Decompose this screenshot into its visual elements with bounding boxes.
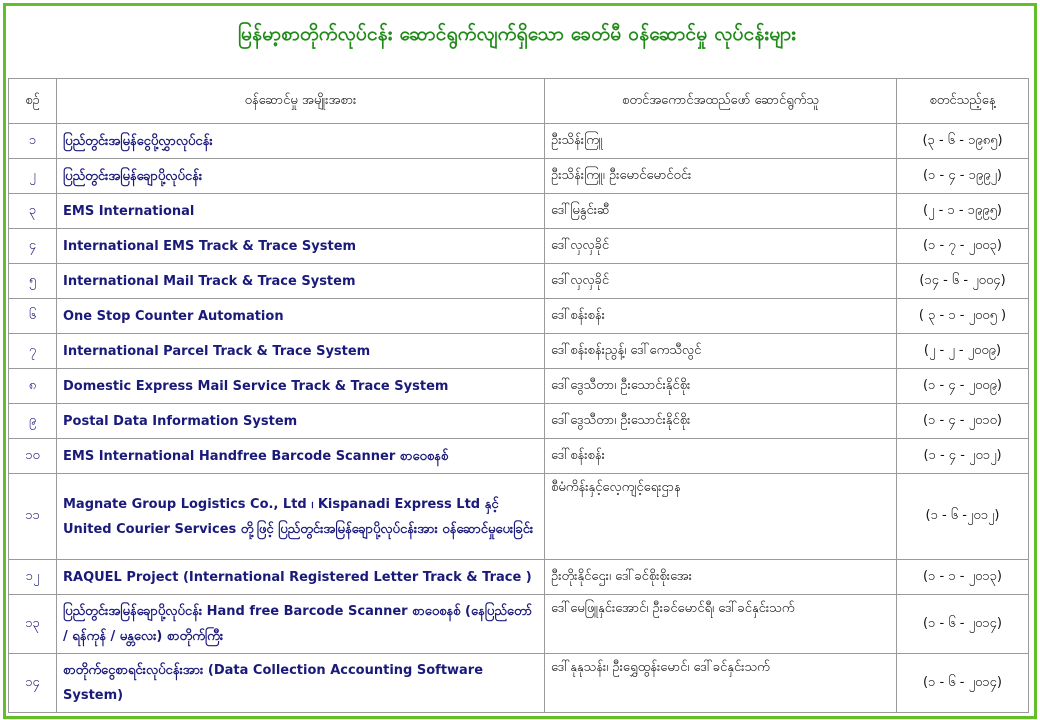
developer-cell: ဒေါ်နုနုသန်း၊ ဦးရွှေထွန်းမောင်၊ ဒေါ်ခင်နှင်းသက် bbox=[545, 654, 897, 713]
header-service-type: ဝန်ဆောင်မှု အမျိုးအစား bbox=[57, 79, 545, 124]
service-type-cell: ပြည်တွင်းအမြန်ချောပို့လုပ်ငန်း Hand free Barcode Scanner စာဝေစနစ် (နေပြည်တော် / ရန်ကုန် / မန္တလေး) စာတိုက်ကြီး bbox=[57, 595, 545, 654]
start-date-cell: (၃ - ၆ - ၁၉၈၅) bbox=[897, 124, 1029, 159]
page-title: မြန်မာ့စာတိုက်လုပ်ငန်း ဆောင်ရွက်လျက်ရှိသော ခေတ်မီ ဝန်ဆောင်မှု လုပ်ငန်းများ bbox=[237, 23, 797, 45]
developer-cell: ဦးတိုးနိုင်ဌေး၊ ဒေါ်ခင်စိုးစိုးအေး bbox=[545, 560, 897, 595]
developer-cell: ဒေါ်စန်းစန်းညွန့်၊ ဒေါ်ကေသီလွင် bbox=[545, 334, 897, 369]
row-number-cell: ၇ bbox=[9, 334, 57, 369]
start-date-cell: (၁ - ၆ -၂၀၁၂) bbox=[897, 474, 1029, 560]
start-date-cell: ( ၃ - ၁ - ၂၀၀၅ ) bbox=[897, 299, 1029, 334]
service-type-cell: International Parcel Track & Trace System bbox=[57, 334, 545, 369]
start-date-cell: (၁ - ၄ - ၂၀၀၉) bbox=[897, 369, 1029, 404]
services-table bbox=[8, 78, 1029, 713]
table-row bbox=[9, 124, 1029, 159]
service-type-cell: International Mail Track & Trace System bbox=[57, 264, 545, 299]
service-type-cell: EMS International bbox=[57, 194, 545, 229]
service-type-cell: Domestic Express Mail Service Track & Trace System bbox=[57, 369, 545, 404]
start-date-cell: (၁ - ၄ - ၂၀၁၀) bbox=[897, 404, 1029, 439]
row-number-cell: ၅ bbox=[9, 264, 57, 299]
row-number-cell: ၃ bbox=[9, 194, 57, 229]
start-date-cell: (၂ - ၂ - ၂၀၀၉) bbox=[897, 334, 1029, 369]
developer-cell: ဒေါ်လှလှခိုင် bbox=[545, 229, 897, 264]
table-row bbox=[9, 229, 1029, 264]
table-row bbox=[9, 654, 1029, 713]
table-row bbox=[9, 334, 1029, 369]
row-number-cell: ၂ bbox=[9, 159, 57, 194]
service-type-cell: ပြည်တွင်းအမြန်ငွေပို့လွှာလုပ်ငန်း bbox=[57, 124, 545, 159]
header-developer: စတင်အကောင်အထည်ဖော် ဆောင်ရွက်သူ bbox=[545, 79, 897, 124]
header-no: စဉ် bbox=[9, 79, 57, 124]
start-date-cell: (၁ - ၄ - ၂၀၁၂) bbox=[897, 439, 1029, 474]
row-number-cell: ၁ bbox=[9, 124, 57, 159]
service-type-cell: ပြည်တွင်းအမြန်ချောပို့လုပ်ငန်း bbox=[57, 159, 545, 194]
service-type-cell: Magnate Group Logistics Co., Ltd ၊ Kispanadi Express Ltd နှင့် United Courier Services တို့ဖြင့် ပြည်တွင်းအမြန်ချောပို့လုပ်ငန်းအား ဝန်ဆောင်မှုပေးခြင်း bbox=[57, 474, 545, 560]
developer-cell: ဒေါ်ဒွေသီတာ၊ ဦးသောင်းနိုင်စိုး bbox=[545, 369, 897, 404]
developer-cell: ဒေါ်စန်းစန်း bbox=[545, 299, 897, 334]
row-number-cell: ၁၃ bbox=[9, 595, 57, 654]
table-row bbox=[9, 439, 1029, 474]
table-header-row bbox=[9, 79, 1029, 124]
start-date-cell: (၂ - ၁ - ၁၉၉၅) bbox=[897, 194, 1029, 229]
service-type-cell: EMS International Handfree Barcode Scanner စာဝေစနစ် bbox=[57, 439, 545, 474]
header-start-date: စတင်သည့်နေ့ bbox=[897, 79, 1029, 124]
developer-cell: ဒေါ်စန်းစန်း bbox=[545, 439, 897, 474]
developer-cell: စီမံကိန်းနှင့်လေ့ကျင့်ရေးဌာန bbox=[545, 474, 897, 560]
service-type-cell: International EMS Track & Trace System bbox=[57, 229, 545, 264]
table-row bbox=[9, 194, 1029, 229]
start-date-cell: (၁ - ၇ - ၂၀၀၃) bbox=[897, 229, 1029, 264]
table-row bbox=[9, 264, 1029, 299]
row-number-cell: ၁၂ bbox=[9, 560, 57, 595]
table-row bbox=[9, 299, 1029, 334]
table-row bbox=[9, 474, 1029, 560]
developer-cell: ဦးသိန်းကြူ၊ ဦးမောင်မောင်ဝင်း bbox=[545, 159, 897, 194]
row-number-cell: ၁၀ bbox=[9, 439, 57, 474]
row-number-cell: ၆ bbox=[9, 299, 57, 334]
start-date-cell: (၁ - ၄ - ၁၉၉၂) bbox=[897, 159, 1029, 194]
table-row bbox=[9, 595, 1029, 654]
table-row bbox=[9, 369, 1029, 404]
developer-cell: ဒေါ်မေဖြူနှင်းအောင်၊ ဦးခင်မောင်ရီ၊ ဒေါ်ခင်နှင်းသက် bbox=[545, 595, 897, 654]
table-row bbox=[9, 159, 1029, 194]
service-type-cell: One Stop Counter Automation bbox=[57, 299, 545, 334]
service-type-cell: Postal Data Information System bbox=[57, 404, 545, 439]
start-date-cell: (၁ - ၆ - ၂၀၁၄) bbox=[897, 595, 1029, 654]
start-date-cell: (၁၄ - ၆ - ၂၀၀၄) bbox=[897, 264, 1029, 299]
row-number-cell: ၉ bbox=[9, 404, 57, 439]
start-date-cell: (၁ - ၁ - ၂၀၁၃) bbox=[897, 560, 1029, 595]
developer-cell: ဒေါ်ဒွေသီတာ၊ ဦးသောင်းနိုင်စိုး bbox=[545, 404, 897, 439]
start-date-cell: (၁ - ၆ - ၂၀၁၄) bbox=[897, 654, 1029, 713]
row-number-cell: ၁၁ bbox=[9, 474, 57, 560]
service-type-cell: RAQUEL Project (International Registered Letter Track & Trace ) bbox=[57, 560, 545, 595]
table-row bbox=[9, 404, 1029, 439]
developer-cell: ဒေါ်လှလှခိုင် bbox=[545, 264, 897, 299]
developer-cell: ဒေါ်မြနွင်းဆီ bbox=[545, 194, 897, 229]
developer-cell: ဦးသိန်းကြူ bbox=[545, 124, 897, 159]
row-number-cell: ၈ bbox=[9, 369, 57, 404]
service-type-cell: စာတိုက်ငွေစာရင်းလုပ်ငန်းအား (Data Collection Accounting Software System) bbox=[57, 654, 545, 713]
row-number-cell: ၁၄ bbox=[9, 654, 57, 713]
table-row bbox=[9, 560, 1029, 595]
row-number-cell: ၄ bbox=[9, 229, 57, 264]
